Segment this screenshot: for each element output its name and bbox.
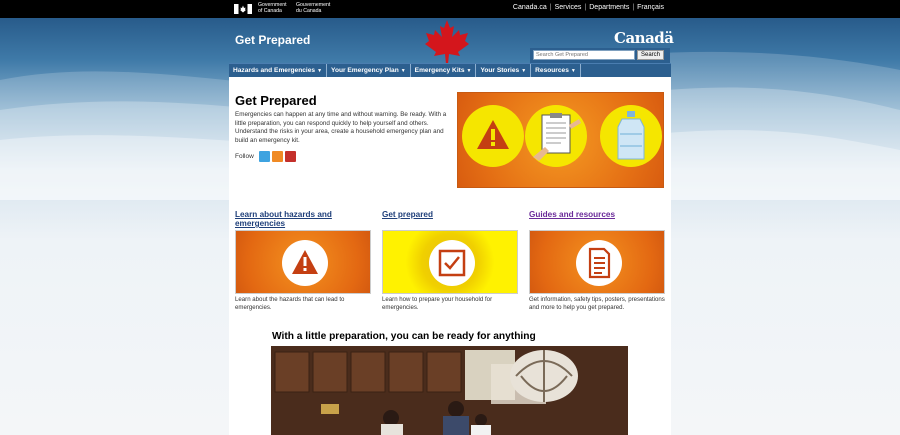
menu-your-emergency-plan[interactable] xyxy=(327,64,411,77)
canada-flag-icon xyxy=(234,4,252,14)
federal-identity-bar xyxy=(0,0,900,18)
gov-fr-line1: Gouvernement xyxy=(296,2,331,8)
guides-image[interactable] xyxy=(529,230,665,294)
chevron-down-icon: ▼ xyxy=(570,68,576,74)
guides-icon-circle xyxy=(576,240,622,286)
hazards-icon-circle xyxy=(282,240,328,286)
warning-icon xyxy=(282,240,328,286)
rss-icon[interactable] xyxy=(272,151,283,162)
water-jug-icon xyxy=(600,105,662,167)
page-title: Get Prepared xyxy=(235,93,317,108)
menu-your-stories[interactable] xyxy=(476,64,531,77)
canada-ca-link[interactable]: Canada.ca xyxy=(512,4,547,11)
chevron-down-icon: ▼ xyxy=(400,68,406,74)
link-get-prepared[interactable]: Get prepared xyxy=(382,210,433,219)
gov-en-line2: of Canada xyxy=(258,8,282,14)
video-heading: With a little preparation, you can be ready for anything xyxy=(272,331,536,342)
get-prepared-icon-circle xyxy=(429,240,475,286)
gov-en-line1: Government xyxy=(258,2,287,8)
chevron-down-icon: ▼ xyxy=(317,68,323,74)
search-form xyxy=(530,48,670,63)
link-guides-and-resources[interactable]: Guides and resources xyxy=(529,210,616,219)
document-icon xyxy=(576,240,622,286)
departments-link[interactable]: Departments xyxy=(589,4,630,11)
warning-icon xyxy=(462,105,524,167)
site-title[interactable]: Get Prepared xyxy=(235,33,311,47)
intro-paragraph: Emergencies can happen at any time and without warning. Be ready. With a little preparation, you can respond quickly to help yourself and others. Understand the risks in your area, create a household emergency plan and build an emergency kit. xyxy=(235,111,447,144)
checkbox-icon xyxy=(429,240,475,286)
get-prepared-image[interactable] xyxy=(382,230,518,294)
chevron-down-icon: ▼ xyxy=(521,68,527,74)
chevron-down-icon: ▼ xyxy=(466,68,472,74)
government-of-canada-signature[interactable] xyxy=(258,2,287,14)
main-menu xyxy=(229,63,671,77)
menu-emergency-kits[interactable] xyxy=(411,64,477,77)
canada-wordmark: Canadä xyxy=(614,29,674,47)
francais-link[interactable]: Français xyxy=(637,4,664,11)
hero-image xyxy=(457,92,664,188)
hero-plan-circle xyxy=(525,105,587,167)
gov-fr-line2: du Canada xyxy=(296,8,322,14)
menu-label: Resources xyxy=(535,67,569,74)
menu-label: Emergency Kits xyxy=(414,67,465,74)
follow-label: Follow xyxy=(235,153,254,160)
gouvernement-du-canada-signature[interactable] xyxy=(296,2,330,14)
hero-water-circle xyxy=(600,105,662,167)
youtube-icon[interactable] xyxy=(285,151,296,162)
fip-links: Canada.ca | Services | Departments | Français xyxy=(512,4,664,11)
hazards-image[interactable] xyxy=(235,230,371,294)
menu-label: Your Emergency Plan xyxy=(331,67,399,74)
kitchen-scene-image xyxy=(271,346,628,435)
video-player[interactable] xyxy=(271,346,628,435)
menu-label: Your Stories xyxy=(480,67,520,74)
main-content xyxy=(229,77,671,435)
menu-resources[interactable] xyxy=(531,64,581,77)
guides-description: Get information, safety tips, posters, presentations and more to help you get prepared. xyxy=(529,296,665,311)
follow-bar xyxy=(235,151,296,162)
search-button[interactable]: Search xyxy=(637,50,664,60)
link-learn-about-hazards[interactable]: Learn about hazards and emergencies xyxy=(235,210,332,228)
hazards-description: Learn about the hazards that can lead to emergencies. xyxy=(235,296,345,311)
get-prepared-description: Learn how to prepare your household for emergencies. xyxy=(382,296,493,311)
search-input[interactable] xyxy=(533,50,635,60)
hero-warning-circle xyxy=(462,105,524,167)
maple-leaf-icon xyxy=(422,18,472,64)
menu-hazards-and-emergencies[interactable] xyxy=(229,64,327,77)
twitter-icon[interactable] xyxy=(259,151,270,162)
menu-label: Hazards and Emergencies xyxy=(233,67,316,74)
services-link[interactable]: Services xyxy=(554,4,582,11)
clipboard-icon xyxy=(525,105,587,167)
